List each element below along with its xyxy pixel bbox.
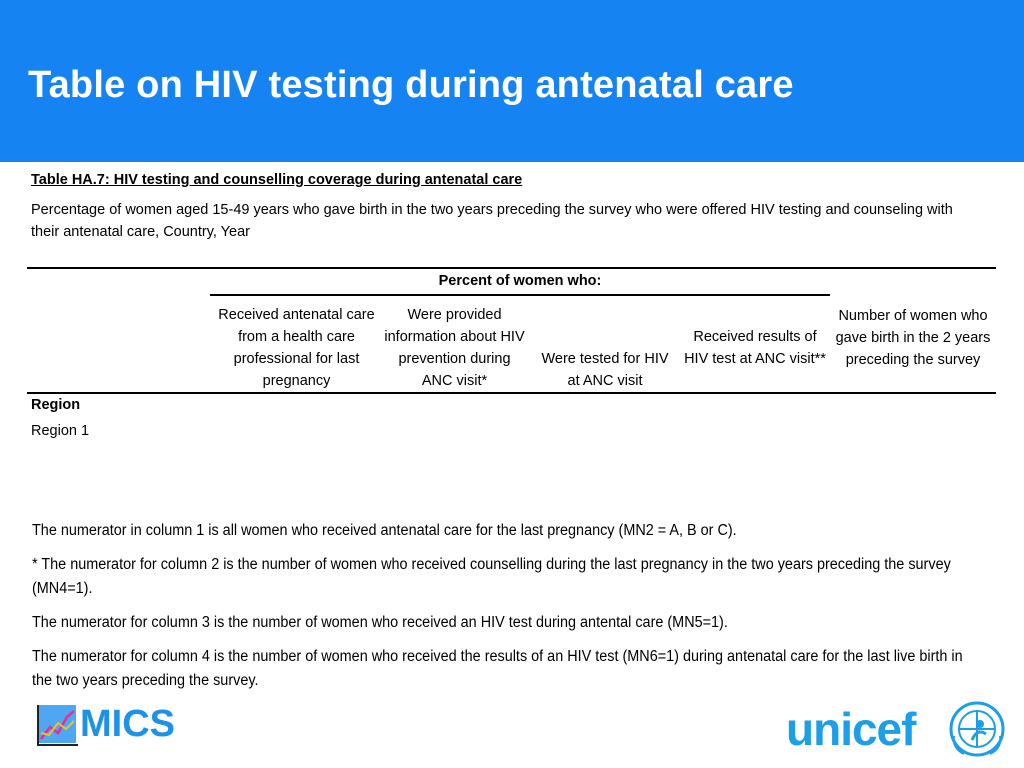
table-title: Table HA.7: HIV testing and counselling coverage during antenatal care bbox=[31, 172, 523, 188]
group-header: Percent of women who: bbox=[438, 273, 602, 289]
group-header-rule bbox=[210, 294, 830, 296]
row-label-region-1: Region 1 bbox=[31, 423, 90, 439]
slide-title: Table on HIV testing during antenatal care bbox=[28, 64, 794, 106]
row-label-region: Region bbox=[31, 397, 81, 413]
unicef-wordmark: unicef bbox=[786, 703, 916, 755]
table-notes bbox=[32, 519, 963, 703]
column-header-1: Received antenatal care from a health care professional for last pregnancy bbox=[218, 307, 375, 389]
mics-wordmark: MICS bbox=[80, 703, 175, 745]
column-header-5: Number of women who gave birth in the 2 years preceding the survey bbox=[835, 308, 991, 368]
header-bottom-rule bbox=[27, 392, 996, 394]
note-3: The numerator for column 3 is the number of women who received an HIV test during antental care (MN5=1). bbox=[32, 614, 728, 631]
unicef-emblem-icon bbox=[948, 700, 1006, 758]
column-header-3: Were tested for HIV at ANC visit bbox=[541, 351, 669, 389]
note-4: The numerator for column 4 is the number of women who received the results of an HIV test (MN6=1) during antenatal care for the last live birth in the two years preceding the survey. bbox=[32, 648, 963, 689]
mics-logo bbox=[36, 703, 186, 748]
mics-chart-icon bbox=[36, 703, 80, 747]
column-header-4: Received results of HIV test at ANC visit** bbox=[684, 329, 826, 367]
title-banner bbox=[0, 0, 1024, 162]
unicef-logo bbox=[786, 700, 1006, 760]
note-1: The numerator in column 1 is all women who received antenatal care for the last pregnancy (MN2 = A, B or C). bbox=[32, 522, 737, 539]
table-top-rule bbox=[27, 267, 996, 269]
column-header-2: Were provided information about HIV prevention during ANC visit* bbox=[384, 307, 525, 389]
table-description: Percentage of women aged 15-49 years who gave birth in the two years preceding the survey who were offered HIV testing and counseling with their antenatal care, Country, Year bbox=[31, 202, 953, 240]
note-2: * The numerator for column 2 is the number of women who received counselling during the last pregnancy in the two years preceding the survey (MN4=1). bbox=[32, 556, 951, 597]
